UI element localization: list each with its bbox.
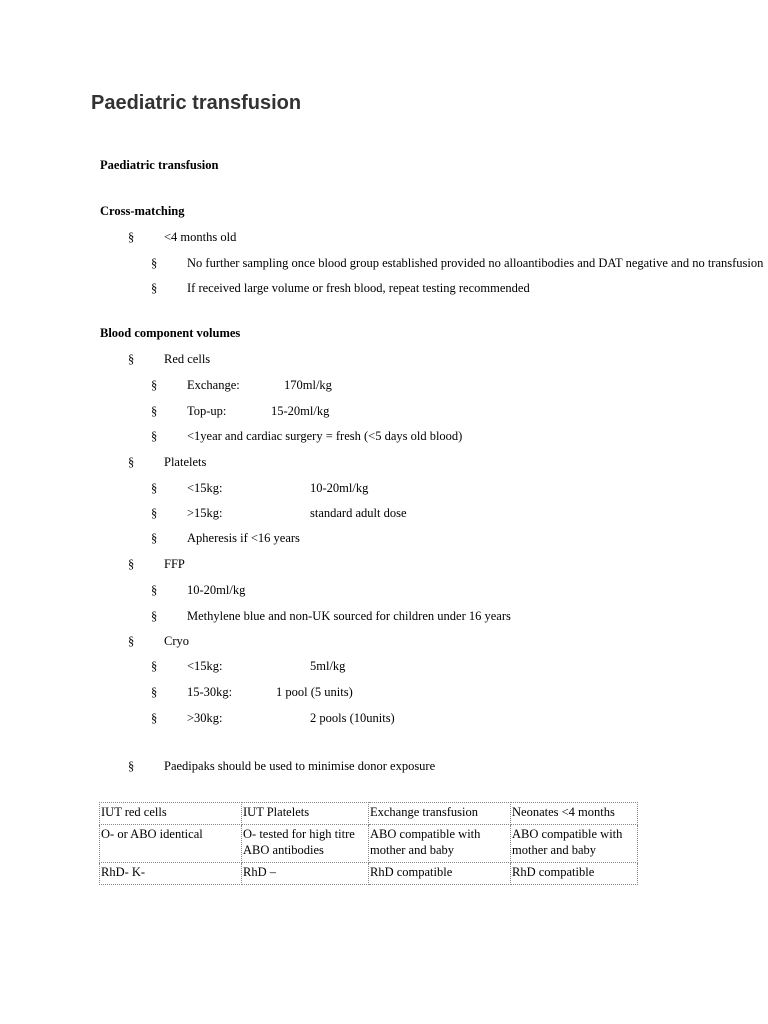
- list-item-text: FFP: [164, 557, 185, 571]
- table-header-cell: IUT red cells: [100, 803, 242, 825]
- list-item-text: No further sampling once blood group established provided no alloantibodies and DAT negative and no transfusion: [187, 256, 764, 270]
- bullet: §: [128, 230, 135, 244]
- table-header-cell: Neonates <4 months: [511, 803, 638, 825]
- table-row: [100, 825, 638, 863]
- table-cell: ABO compatible with mother and baby: [369, 825, 511, 863]
- bullet: §: [151, 256, 158, 270]
- bullet: §: [128, 455, 135, 469]
- table-cell: RhD compatible: [511, 863, 638, 885]
- bullet: §: [128, 352, 135, 366]
- list-item-label: <15kg:: [187, 481, 223, 495]
- list-item-value: 1 pool (5 units): [276, 685, 353, 699]
- compatibility-table: [99, 802, 638, 885]
- bullet: §: [151, 429, 158, 443]
- list-item-text: 10-20ml/kg: [187, 583, 246, 597]
- list-item-text: Methylene blue and non-UK sourced for children under 16 years: [187, 609, 511, 623]
- table-header-cell: IUT Platelets: [242, 803, 369, 825]
- list-item-text: If received large volume or fresh blood, repeat testing recommended: [187, 281, 530, 295]
- list-item-label: 15-30kg:: [187, 685, 233, 699]
- list-item-label: >15kg:: [187, 506, 223, 520]
- list-item-label: <15kg:: [187, 659, 223, 673]
- table-cell: RhD- K-: [100, 863, 242, 885]
- bullet: §: [151, 481, 158, 495]
- bullet: §: [151, 685, 158, 699]
- section-heading: Paediatric transfusion: [100, 158, 219, 172]
- bullet: §: [151, 531, 158, 545]
- bullet: §: [151, 404, 158, 418]
- bullet: §: [151, 659, 158, 673]
- page-title: Paediatric transfusion: [91, 92, 302, 114]
- table-cell: O- tested for high titre ABO antibodies: [242, 825, 369, 863]
- bullet: §: [151, 378, 158, 392]
- list-item-value: 5ml/kg: [310, 659, 346, 673]
- table-cell: RhD –: [242, 863, 369, 885]
- list-item-value: standard adult dose: [310, 506, 407, 520]
- table-cell: O- or ABO identical: [100, 825, 242, 863]
- list-item-text: Paedipaks should be used to minimise donor exposure: [164, 759, 436, 773]
- list-item-text: <4 months old: [164, 230, 237, 244]
- list-item-value: 2 pools (10units): [310, 711, 395, 725]
- list-item-text: Platelets: [164, 455, 207, 469]
- bullet: §: [151, 583, 158, 597]
- table-cell: RhD compatible: [369, 863, 511, 885]
- table-header-cell: Exchange transfusion: [369, 803, 511, 825]
- list-item-value: 15-20ml/kg: [271, 404, 330, 418]
- list-item-label: Exchange:: [187, 378, 240, 392]
- bullet: §: [151, 506, 158, 520]
- list-item-value: 170ml/kg: [284, 378, 332, 392]
- list-item-text: Red cells: [164, 352, 211, 366]
- list-item-text: Apheresis if <16 years: [187, 531, 300, 545]
- list-item-label: Top-up:: [187, 404, 227, 418]
- list-item-text: <1year and cardiac surgery = fresh (<5 days old blood): [187, 429, 463, 443]
- list-item-text: Cryo: [164, 634, 189, 648]
- bullet: §: [151, 711, 158, 725]
- table-row: [100, 863, 638, 885]
- bullet: §: [151, 281, 158, 295]
- bullet: §: [128, 759, 135, 773]
- list-item-value: 10-20ml/kg: [310, 481, 369, 495]
- cross-matching-heading: Cross-matching: [100, 204, 185, 218]
- bullet: §: [151, 609, 158, 623]
- table-cell: ABO compatible with mother and baby: [511, 825, 638, 863]
- bullet: §: [128, 634, 135, 648]
- blood-component-volumes-heading: Blood component volumes: [100, 326, 241, 340]
- bullet: §: [128, 557, 135, 571]
- table-header-row: [100, 803, 638, 825]
- list-item-label: >30kg:: [187, 711, 223, 725]
